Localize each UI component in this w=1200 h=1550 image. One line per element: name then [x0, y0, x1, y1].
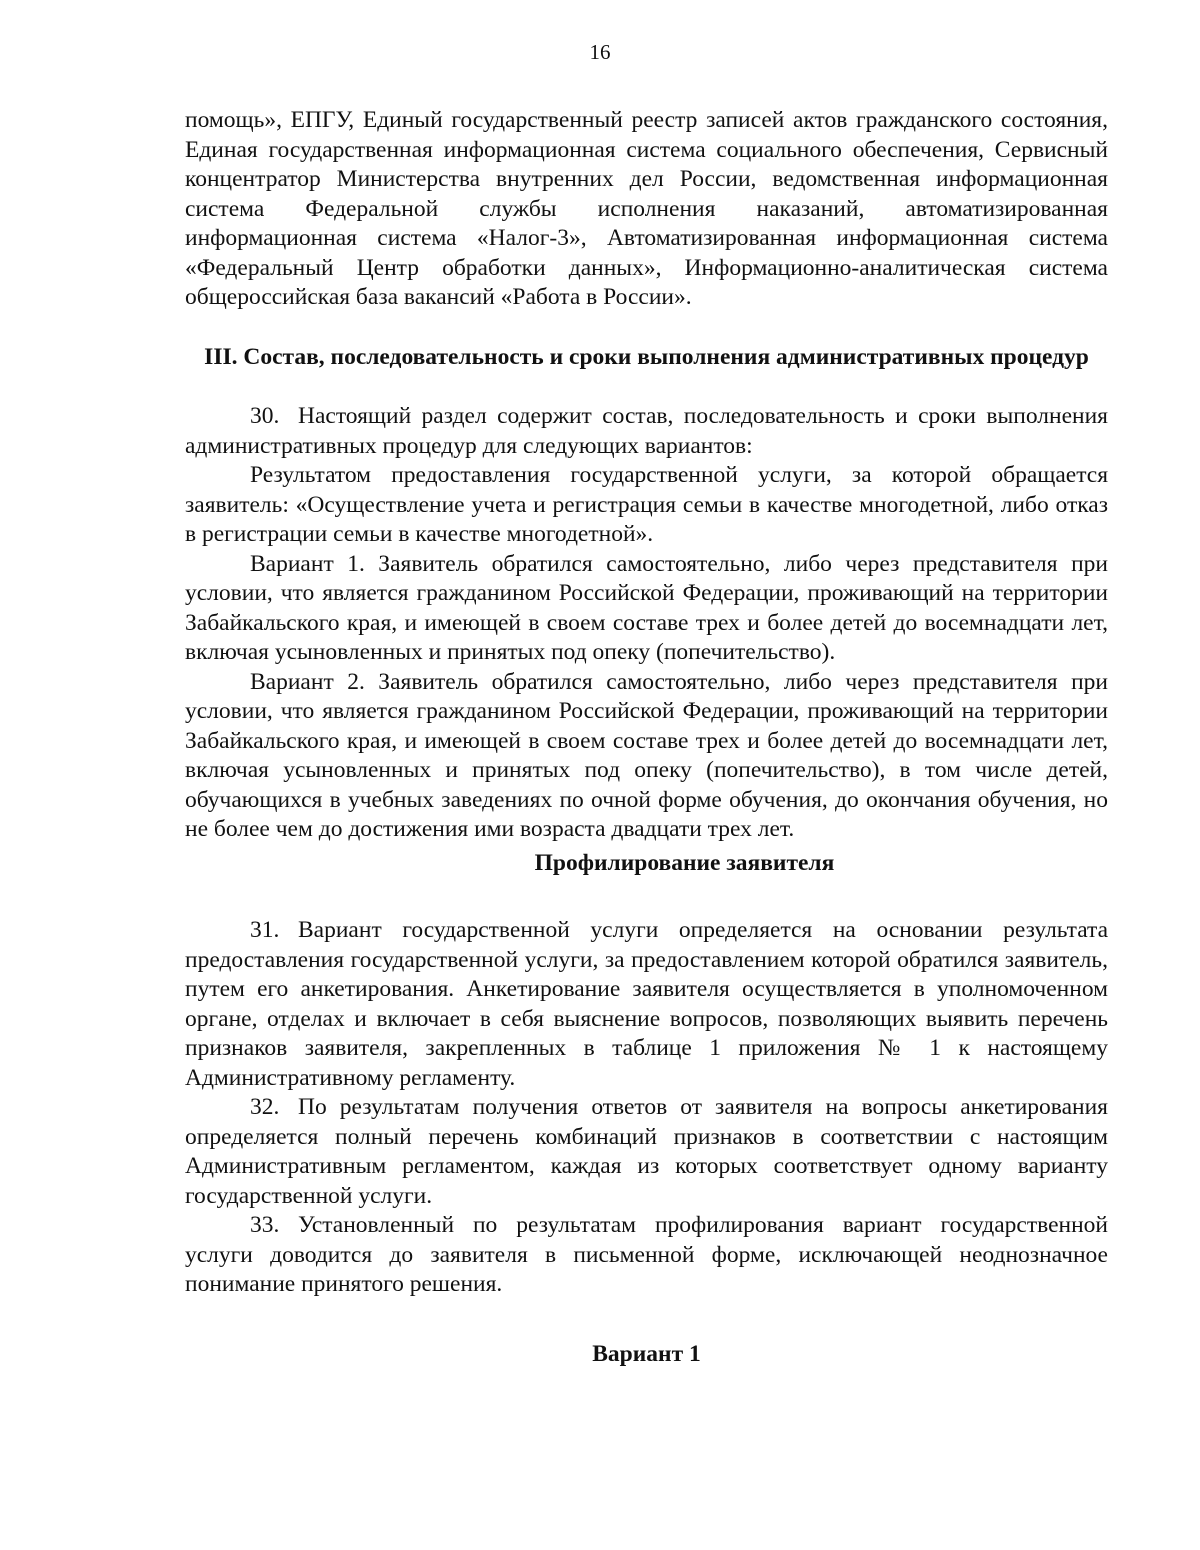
- paragraph-32: [185, 1093, 1108, 1211]
- paragraph-number: 32.: [250, 1094, 280, 1120]
- paragraph-number: 31.: [250, 917, 280, 943]
- paragraph-text: Вариант государственной услуги определяется на основании результата предоставления государственной услуги, за предоставлением которой обратился заявитель, путем его анкетирования. Анкетирование заявителя осуществляется в уполномоченном органе, отделах и включает в себя выяснение вопросов, позволяющих выявить перечень признаков заявителя, закрепленных в таблице 1 приложения № 1 к настоящему Административному регламенту.: [185, 917, 1108, 1091]
- paragraph-31: [185, 916, 1108, 1093]
- paragraph-30: [185, 402, 1108, 461]
- paragraph-text: Установленный по результатам профилирования вариант государственной услуги доводится до заявителя в письменной форме, исключающей неоднозначное понимание принятого решения.: [185, 1212, 1108, 1297]
- profiling-heading: Профилирование заявителя: [534, 849, 835, 876]
- paragraph-33: [185, 1211, 1108, 1300]
- section-heading: III. Состав, последовательность и сроки выполнения административных процедур: [204, 343, 1089, 370]
- intro-paragraph: помощь», ЕПГУ, Единый государственный реестр записей актов гражданского состояния, Единая государственная информационная система социального обеспечения, Сервисный концентратор Министерства внутренних дел России, ведомственная информационная система Федеральной службы исполнения наказаний, автоматизированная информационная система «Налог-3», Автоматизированная информационная система «Федеральный Центр обработки данных», Информационно-аналитическая система общероссийская база вакансий «Работа в России».: [185, 107, 1108, 310]
- paragraph-text: По результатам получения ответов от заявителя на вопросы анкетирования определяется полный перечень комбинаций признаков в соответствии с настоящим Административным регламентом, каждая из которых соответствует одному варианту государственной услуги.: [185, 1094, 1108, 1209]
- paragraph-number: 30.: [250, 403, 280, 429]
- paragraph-text: Настоящий раздел содержит состав, последовательность и сроки выполнения административных процедур для следующих вариантов:: [185, 403, 1108, 459]
- paragraph-variant-2: Вариант 2. Заявитель обратился самостоятельно, либо через представителя при условии, что является гражданином Российской Федерации, проживающий на территории Забайкальского края, и имеющей в своем составе трех и более детей до восемнадцати лет, включая усыновленных и принятых под опеку (попечительство), в том числе детей, обучающихся в учебных заведениях по очной форме обучения, до окончания обучения, но не более чем до достижения ими возраста двадцати трех лет.: [185, 668, 1108, 842]
- paragraph-number: 33.: [250, 1212, 280, 1238]
- page-number: 16: [589, 40, 611, 64]
- paragraph-result: Результатом предоставления государственной услуги, за которой обращается заявитель: «Осуществление учета и регистрация семьи в качестве многодетной, либо отказ в регистрации семьи в качестве многодетной».: [185, 462, 1108, 547]
- document-body: [185, 106, 1108, 1369]
- paragraph-variant-1: Вариант 1. Заявитель обратился самостоятельно, либо через представителя при условии, что является гражданином Российской Федерации, проживающий на территории Забайкальского края, и имеющей в своем составе трех и более детей до восемнадцати лет, включая усыновленных и принятых под опеку (попечительство).: [185, 550, 1108, 665]
- variant-heading: Вариант 1: [592, 1340, 701, 1367]
